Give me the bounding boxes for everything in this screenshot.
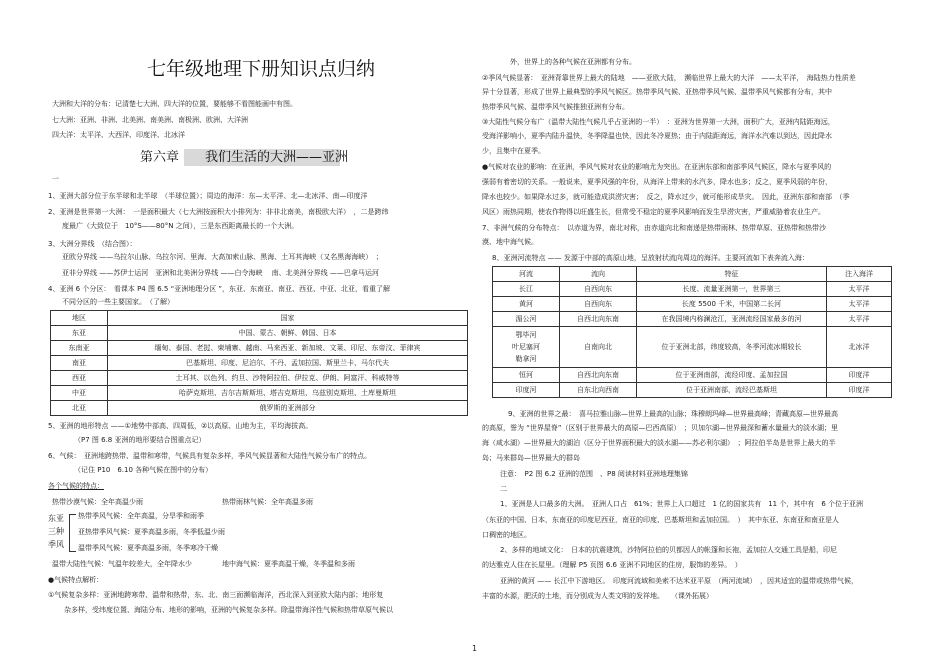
text-line: 5、亚洲的地形特点 ——①地势中部高、四周低，②以高原、山地为主，平均海拔高。 [48, 422, 313, 430]
text-line: 1、亚洲大部分位于东半球和北半球 （半球位置）；周边的海洋：东—太平洋、北—北冰洋、南—印度洋 [48, 192, 368, 200]
climate-line: 温带大陆性气候：气温年较差大，全年降水少 [52, 560, 192, 568]
table-cell: 黄河 [493, 297, 560, 312]
table-cell: 缅甸、泰国、老挝、柬埔寨、越南、马来西亚、新加坡、文莱、印尼、东帝汶、菲律宾 [108, 341, 468, 356]
table-cell: 太平洋 [827, 282, 892, 297]
text-line: 受海洋影响小，夏季内陆升温快，冬季降温也快，因此冬冷夏热；由于内陆距海远，海洋水汽难以到达，因此降水 [482, 132, 832, 140]
monsoon-label: 三种 [48, 527, 64, 536]
table-cell: 自西北向东南 [560, 368, 637, 383]
text-line: 7、非洲气候的分布特点： 以赤道为界，南北对称，由赤道向北和南递是热带雨林、热带草原、亚热带和热带沙 [482, 224, 826, 232]
table-cell: 北冰洋 [827, 327, 892, 368]
table-cell: 位于亚洲南部，流经巴基斯坦 [637, 383, 827, 398]
text-line: ①气候复杂多样：亚洲地跨寒带、温带和热带，东、北、南三面濒临海洋，西北深入到亚欧大陆内部；地形复 [48, 591, 384, 599]
text-line: 4、亚洲 6 个分区： 看课本 P4 图 6.5 “亚洲地理分区 ”，东亚、东南亚、南亚、西亚、中亚、北亚，看重了解 [48, 285, 391, 293]
table-row [51, 326, 468, 341]
table-cell: 自西向东 [560, 282, 637, 297]
table-cell: 印度洋 [827, 383, 892, 398]
text-line: 热带季风气候、温带季风气候推独亚洲有分布。 [482, 103, 629, 111]
text-line: 6、气候： 亚洲地跨热带、温带和寒带，气候具有复杂多样，季风气候显著和大陆性气候分布广的特点。 [48, 452, 371, 460]
table-cell: 在我国境内称澜沧江，亚洲流经国家最多的河 [637, 312, 827, 327]
region-table [50, 310, 468, 416]
table-header-cell: 特征 [637, 267, 827, 282]
table-cell: 中国、蒙古、朝鲜、韩国、日本 [108, 326, 468, 341]
table-cell: 位于亚洲南部，流经印度、孟加拉国 [637, 368, 827, 383]
climate-line: 亚热带季风气候：夏季高温多雨，冬季低温少雨 [78, 528, 225, 536]
table-row [51, 386, 468, 401]
monsoon-label: 季风 [48, 540, 64, 549]
table-cell: 太平洋 [827, 312, 892, 327]
text-line: 口稠密的地区。 [482, 531, 531, 539]
climate-line: 热带沙漠气候：全年高温少雨 [52, 498, 143, 506]
text-line: 异十分显著，形成了世界上最典型的季风气候区。热带季风气候、亚热带季风气候、温带季风气候都有分布，其中 [482, 88, 832, 96]
table-cell: 鄂毕河 叶尼塞河 勒拿河 [493, 327, 560, 368]
page-title: 七年级地理下册知识点归纳 [147, 58, 376, 80]
text-line: 3、大洲分界线 （结合图）： [48, 240, 137, 248]
climate-line: 热带雨林气候：全年高温多雨 [222, 498, 313, 506]
intro-line: 大洲和大洋的分布：记清楚七大洲、四大洋的位置，要能够不看图能画中有图。 [52, 100, 297, 108]
text-line: 漠、地中海气候。 [482, 238, 538, 246]
table-row [493, 297, 892, 312]
bracket-mark [69, 514, 76, 552]
table-cell: 湄公河 [493, 312, 560, 327]
monsoon-label: 东亚 [48, 514, 64, 523]
table-cell: 东亚 [51, 326, 108, 341]
table-cell: 长度 5500 千米，中国第二长河 [637, 297, 827, 312]
text-line: 9、亚洲的世界之最： 喜马拉雅山脉—世界上最高的山脉；珠穆朗玛峰—世界最高峰；青藏高原—世界最高 [508, 410, 838, 418]
table-header-cell: 流向 [560, 267, 637, 282]
table-row [493, 383, 892, 398]
text-line: 海（咸水湖）—世界最大的湖泊（区分于世界面积最大的淡水湖——苏必利尔湖） ；阿拉伯半岛是世界上最大的半 [482, 439, 836, 447]
table-cell: 印度洋 [827, 368, 892, 383]
text-line: 丰富的水源，肥沃的土地，而分别成为人类文明的发祥地。 （课外拓展） [482, 592, 713, 600]
table-cell: 中亚 [51, 386, 108, 401]
table-cell: 太平洋 [827, 297, 892, 312]
table-row [493, 368, 892, 383]
table-cell: 长江 [493, 282, 560, 297]
text-line: 杂多样，受纬度位置、海陆分布、地形的影响，亚洲的气候复杂多样。除温带海洋性气候和热带草原气候以 [64, 606, 393, 614]
text-line: 的高原，誉为 “世界屋脊”（区别于世界最大的高原—巴西高原） ；贝加尔湖—世界最深和蓄水量最大的淡水湖；里 [482, 424, 838, 432]
table-cell: 位于亚洲北部，纬度较高，冬季河流冰期较长 [637, 327, 827, 368]
table-cell: 哈萨克斯坦、吉尔吉斯斯坦、塔吉克斯坦、乌兹别克斯坦、土库曼斯坦 [108, 386, 468, 401]
text-line: 少，且集中在夏季。 [482, 147, 545, 155]
table-row [51, 401, 468, 416]
text-line: 2、亚洲是世界第一大洲： 一是面积最大（七大洲按面积大小排列为：非非北南美，南极欧大洋） ，二是跨纬 [48, 208, 389, 216]
table-row [51, 356, 468, 371]
text-line: 8、亚洲河流特点 —— 发源于中部的高原山地，呈放射状流向周边的海洋。主要河流如下表奔流入海： [492, 254, 809, 262]
text-line: 降水也较少。如果降水过多，就可能造成洪涝灾害； 反之，降水过少，就可能形成旱灾。 因此，亚洲东部和南部 （季 [482, 193, 850, 201]
table-cell: 自东北向西南 [560, 383, 637, 398]
text-line: 不同分区的一些主要国家。 （了解） [62, 298, 174, 306]
table-cell: 南亚 [51, 356, 108, 371]
table-header-cell: 河流 [493, 267, 560, 282]
text-line: 强弱有着密切的关系。一般说来，夏季风强的年份，从海洋上带来的水汽多，降水也多；反之，夏季风弱的年份， [482, 178, 832, 186]
text-line: 2、多样的地域文化： 日本的抗震建筑，沙特阿拉伯的贝都因人的帐篷和长袍，孟加拉人交通工具是船，印尼 [500, 546, 837, 554]
table-cell: 自西向东 [560, 297, 637, 312]
table-row [51, 341, 468, 356]
text-line: ②季风气候显著： 亚洲背靠世界上最大的陆地 ——亚欧大陆， 濒临世界上最大的大洋 ——太平洋， 海陆热力性质差 [482, 74, 856, 82]
table-row [51, 371, 468, 386]
text-line: （记住 P10 6.10 各种气候在图中的分布） [74, 466, 213, 474]
text-line: ●气候特点解析： [48, 576, 104, 584]
table-cell: 俄罗斯的亚洲部分 [108, 401, 468, 416]
text-line: 度最广（大致位于 10°S——80°N 之间），三是东西距离最长的一个大洲。 [62, 222, 299, 230]
table-row [493, 312, 892, 327]
table-row [493, 327, 892, 368]
text-line: 亚欧分界线 ——乌拉尔山脉、乌拉尔河、里海、大高加索山脉、黑海、土耳其海峡（又名黑海海峡） ； [62, 253, 383, 261]
table-cell: 长度、流量亚洲第一，世界第三 [637, 282, 827, 297]
table-cell: 东南亚 [51, 341, 108, 356]
chapter-heading: 第六章 我们生活的大洲——亚洲 [140, 150, 349, 165]
climate-line: 温带季风气候：夏季高温多雨，冬季寒冷干燥 [78, 544, 218, 552]
text-line: ●气候对农业的影响：在亚洲，季风气候对农业的影响尤为突出。在亚洲东部和南部季风气候区，降水与夏季风的 [482, 163, 832, 171]
text-line: 亚洲的黄河 —— 长江中下游地区。 印度河流域和美索不达米亚平原 （两河流域） ，因其适宜的温带或热带气候， [500, 577, 858, 585]
text-line: 注意： P2 图 6.2 亚洲的范围 、P8 阅读材料亚洲地理集锦 [500, 470, 688, 478]
table-header-cell: 地区 [51, 311, 108, 326]
text-line: 1、亚洲是人口最多的大洲。 亚洲人口占 61%；世界上人口超过 1 亿的国家共有 11 个，其中有 6 个位于亚洲 [500, 500, 864, 508]
text-line: （东亚的中国、日本，东南亚的印度尼西亚，南亚的印度、巴基斯坦和孟加拉国。 ） 其中东亚、东南亚和南亚是人 [482, 516, 839, 524]
table-row [493, 282, 892, 297]
section-marker: 二 [500, 485, 507, 493]
table-header-cell: 国家 [108, 311, 468, 326]
text-line: 外，世界上的各种气候在亚洲都有分布。 [510, 58, 636, 66]
subheading: 各个气候的特点： [48, 482, 104, 490]
page-number: 1 [472, 644, 478, 653]
table-cell: 印度河 [493, 383, 560, 398]
text-line: （P7 图 6.8 亚洲的地形要结合图重点记） [74, 436, 206, 444]
text-line: 风区）雨热同期，使农作物得以旺盛生长，但常受不稳定的夏季风影响而发生旱涝灾害，严重威胁着农业生产。 [482, 208, 825, 216]
river-table [492, 266, 892, 398]
table-cell: 巴基斯坦、印度、尼泊尔、不丹、孟加拉国、斯里兰卡、马尔代夫 [108, 356, 468, 371]
climate-line: 地中海气候：夏季高温干燥，冬季温和多雨 [222, 560, 355, 568]
climate-line: 热带季风气候：全年高温，分旱季和雨季 [78, 512, 204, 520]
text-line: ③大陆性气候分布广（温带大陆性气候几乎占亚洲的一半） ：亚洲为世界第一大洲，面积广大，亚洲内陆距海远， [482, 118, 835, 126]
text-line: 亚非分界线 ——苏伊士运河 亚洲和北美洲分界线 ——白令海峡 南、北美洲分界线 ——巴拿马运河 [62, 269, 379, 277]
text-line: 的达雅克人住在长屋里。（理解 P5 页图 6.6 亚洲不同地区的住房，服饰的差异。 ） [482, 561, 742, 569]
intro-line: 七大洲：亚洲、非洲、北美洲、南美洲、南极洲、欧洲、大洋洲 [52, 116, 248, 124]
table-cell: 北亚 [51, 401, 108, 416]
text-line: 岛；马来群岛—世界最大的群岛 [482, 454, 580, 462]
table-header-row [493, 267, 892, 282]
table-header-cell: 注入海洋 [827, 267, 892, 282]
table-cell: 恒河 [493, 368, 560, 383]
table-header-row [51, 311, 468, 326]
table-cell: 自南向北 [560, 327, 637, 368]
table-cell: 土耳其、以色列、约旦、沙特阿拉伯、伊拉克、伊朗、阿富汗、科威特等 [108, 371, 468, 386]
section-marker: 一 [52, 175, 59, 183]
table-cell: 自西北向东南 [560, 312, 637, 327]
table-cell: 西亚 [51, 371, 108, 386]
intro-line: 四大洋：太平洋、大西洋、印度洋、北冰洋 [52, 131, 185, 139]
